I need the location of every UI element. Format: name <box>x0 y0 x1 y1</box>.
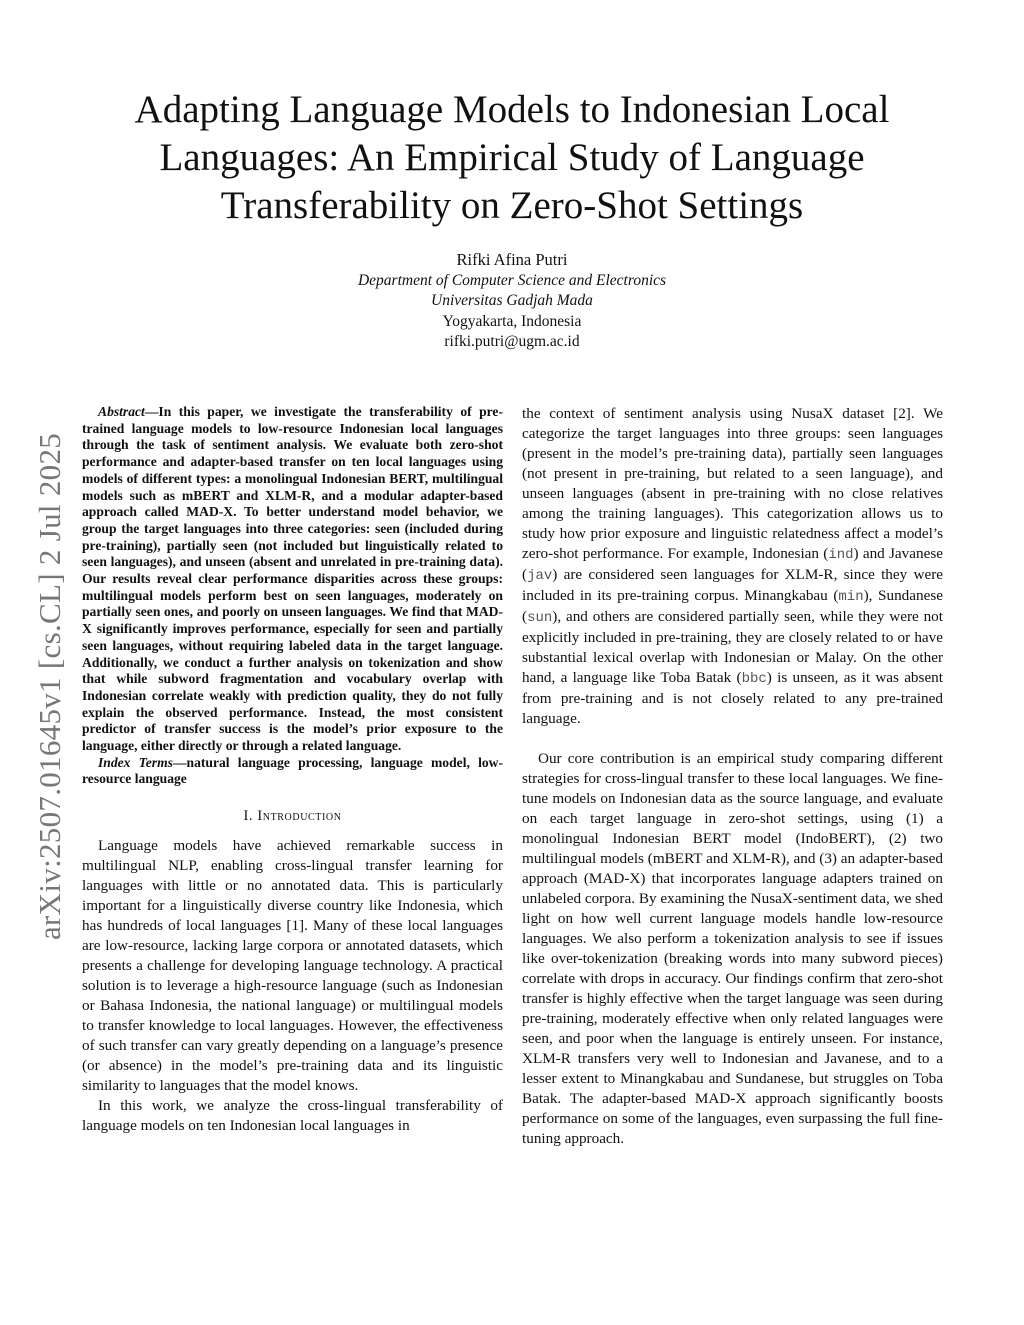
paper-title <box>90 86 934 230</box>
abstract <box>82 404 503 755</box>
language-code-ind: ind <box>828 547 854 563</box>
text-run: ) are considered seen languages for XLM-R, since they were included in its pre-training corpus. Minangkabau ( <box>522 566 943 604</box>
author-university: Universitas Gadjah Mada <box>431 292 593 309</box>
arxiv-identifier: arXiv:2507.01645v1 [cs.CL] 2 Jul 2025 <box>32 432 67 940</box>
author-department: Department of Computer Science and Electronics <box>357 271 667 289</box>
index-terms-label: Index Terms <box>98 754 173 770</box>
title-line: Adapting Language Models to Indonesian Local <box>134 88 890 131</box>
text-run: ), and others are considered partially seen, while they were not explicitly included in pre-training, they are closely related to or have substantial lexical overlap with Indonesian or Malay. On the other hand, a language like Toba Batak ( <box>522 608 943 686</box>
intro-paragraph-4: Our core contribution is an empirical study comparing different strategies for cross-lingual transfer to these local languages. We fine-tune models on Indonesian data as the source language, and evaluate on each target language in zero-shot settings, using (1) a monolingual Indonesian BERT model (IndoBERT), (2) two multilingual models (mBERT and XLM-R), and (3) an adapter-based approach (MAD-X) that incorporates language adapters trained on unlabeled corpora. By examining the NusaX-sentiment data, we shed light on how well current language models handle low-resource languages. We also perform a tokenization analysis to see if issues like over-tokenization (breaking words into many subword pieces) correlate with drops in accuracy. Our findings confirm that zero-shot transfer is highly effective when the target language was seen during pre-training, moderately effective when only related languages were seen, and poor when the language is entirely unseen. For instance, XLM-R transfers very well to Indonesian and Javanese, and to a lesser extent to Minangkabau and Sundanese, but struggles on Toba Batak. The adapter-based MAD-X approach significantly boosts performance on some of the languages, even surpassing the full fine-tuning approach. <box>522 750 943 1147</box>
language-code-jav: jav <box>527 568 553 584</box>
author-name: Rifki Afina Putri <box>456 250 568 269</box>
intro-paragraph-2: In this work, we analyze the cross-lingual transferability of language models on ten Indonesian local languages in <box>82 1097 503 1135</box>
intro-paragraph-1: Language models have achieved remarkable success in multilingual NLP, enabling cross-lingual transfer learning for languages with little or no annotated data. This is particularly important for a linguistically diverse country like Indonesia, which has hundreds of local languages [1]. Many of these local languages are low-resource, lacking large corpora or annotated datasets, which presents a challenge for developing language technology. A practical solution is to leverage a high-resource language (such as Indonesian or Bahasa Indonesia, the national language) or multilingual models to transfer knowledge to local languages. However, the effectiveness of such transfer can vary greatly depending on a language’s presence (or absence) in the model’s pre-training data and its linguistic similarity to languages that the model knows. <box>82 837 503 1095</box>
right-column <box>522 404 943 1149</box>
text-run: the context of sentiment analysis using NusaX dataset [2]. We categorize the target languages into three groups: seen languages (present in the model’s pre-training data), partially seen languages (not present in pre-training, but related to a seen language), and unseen languages (absent in pre-training with no close relatives among the training languages). This categorization allows us to study how prior exposure and linguistic relatedness affect a model’s zero-shot performance. For example, Indonesian ( <box>522 405 943 562</box>
author-location: Yogyakarta, Indonesia <box>442 312 582 330</box>
author-block <box>262 250 762 353</box>
intro-paragraph-3 <box>522 404 943 729</box>
section-heading-introduction: I. Introduction <box>243 808 342 825</box>
text-run: ) is unseen, as it was absent from pre-training and is not closely related to any pre-trained language. <box>522 669 943 727</box>
index-terms-text: —natural language processing, language model, low-resource language <box>82 754 503 787</box>
left-column <box>82 404 503 1136</box>
language-code-bbc: bbc <box>741 671 767 687</box>
language-code-sun: sun <box>527 610 553 626</box>
author-email: rifki.putri@ugm.ac.id <box>444 333 580 350</box>
language-code-min: min <box>838 589 864 605</box>
text-run: ), Sundanese ( <box>522 587 943 625</box>
title-line: Transferability on Zero-Shot Settings <box>220 184 804 227</box>
abstract-text: —In this paper, we investigate the transferability of pre-trained language models to low-resource Indonesian local languages through the task of sentiment analysis. We evaluate both zero-shot performance and adapter-based transfer on ten local languages using models of different types: a monolingual Indonesian BERT, multilingual models such as mBERT and XLM-R, and a modular adapter-based approach called MAD-X. To better understand model behavior, we group the target languages into three categories: seen (included during pre-training), partially seen (not included but linguistically related to seen languages), and unseen (absent and unrelated in pre-training data). Our results reveal clear performance disparities across these groups: multilingual models perform best on seen languages, moderately on partially seen ones, and poorly on unseen languages. We find that MAD-X significantly improves performance, especially for seen and partially seen languages, without requiring labeled data in the target language. Additionally, we conduct a further analysis on tokenization and show that while subword fragmentation and vocabulary overlap with Indonesian correlate weakly with prediction quality, they do not fully explain the observed performance. Instead, the most consistent predictor of transfer success is the model’s prior exposure to the language, either directly or through a related language. <box>82 404 503 754</box>
text-run: ) and Javanese ( <box>522 545 943 583</box>
paragraph-gap <box>522 729 943 749</box>
abstract-label: Abstract <box>98 404 145 419</box>
index-terms <box>82 755 503 788</box>
title-line: Languages: An Empirical Study of Language <box>159 136 865 179</box>
